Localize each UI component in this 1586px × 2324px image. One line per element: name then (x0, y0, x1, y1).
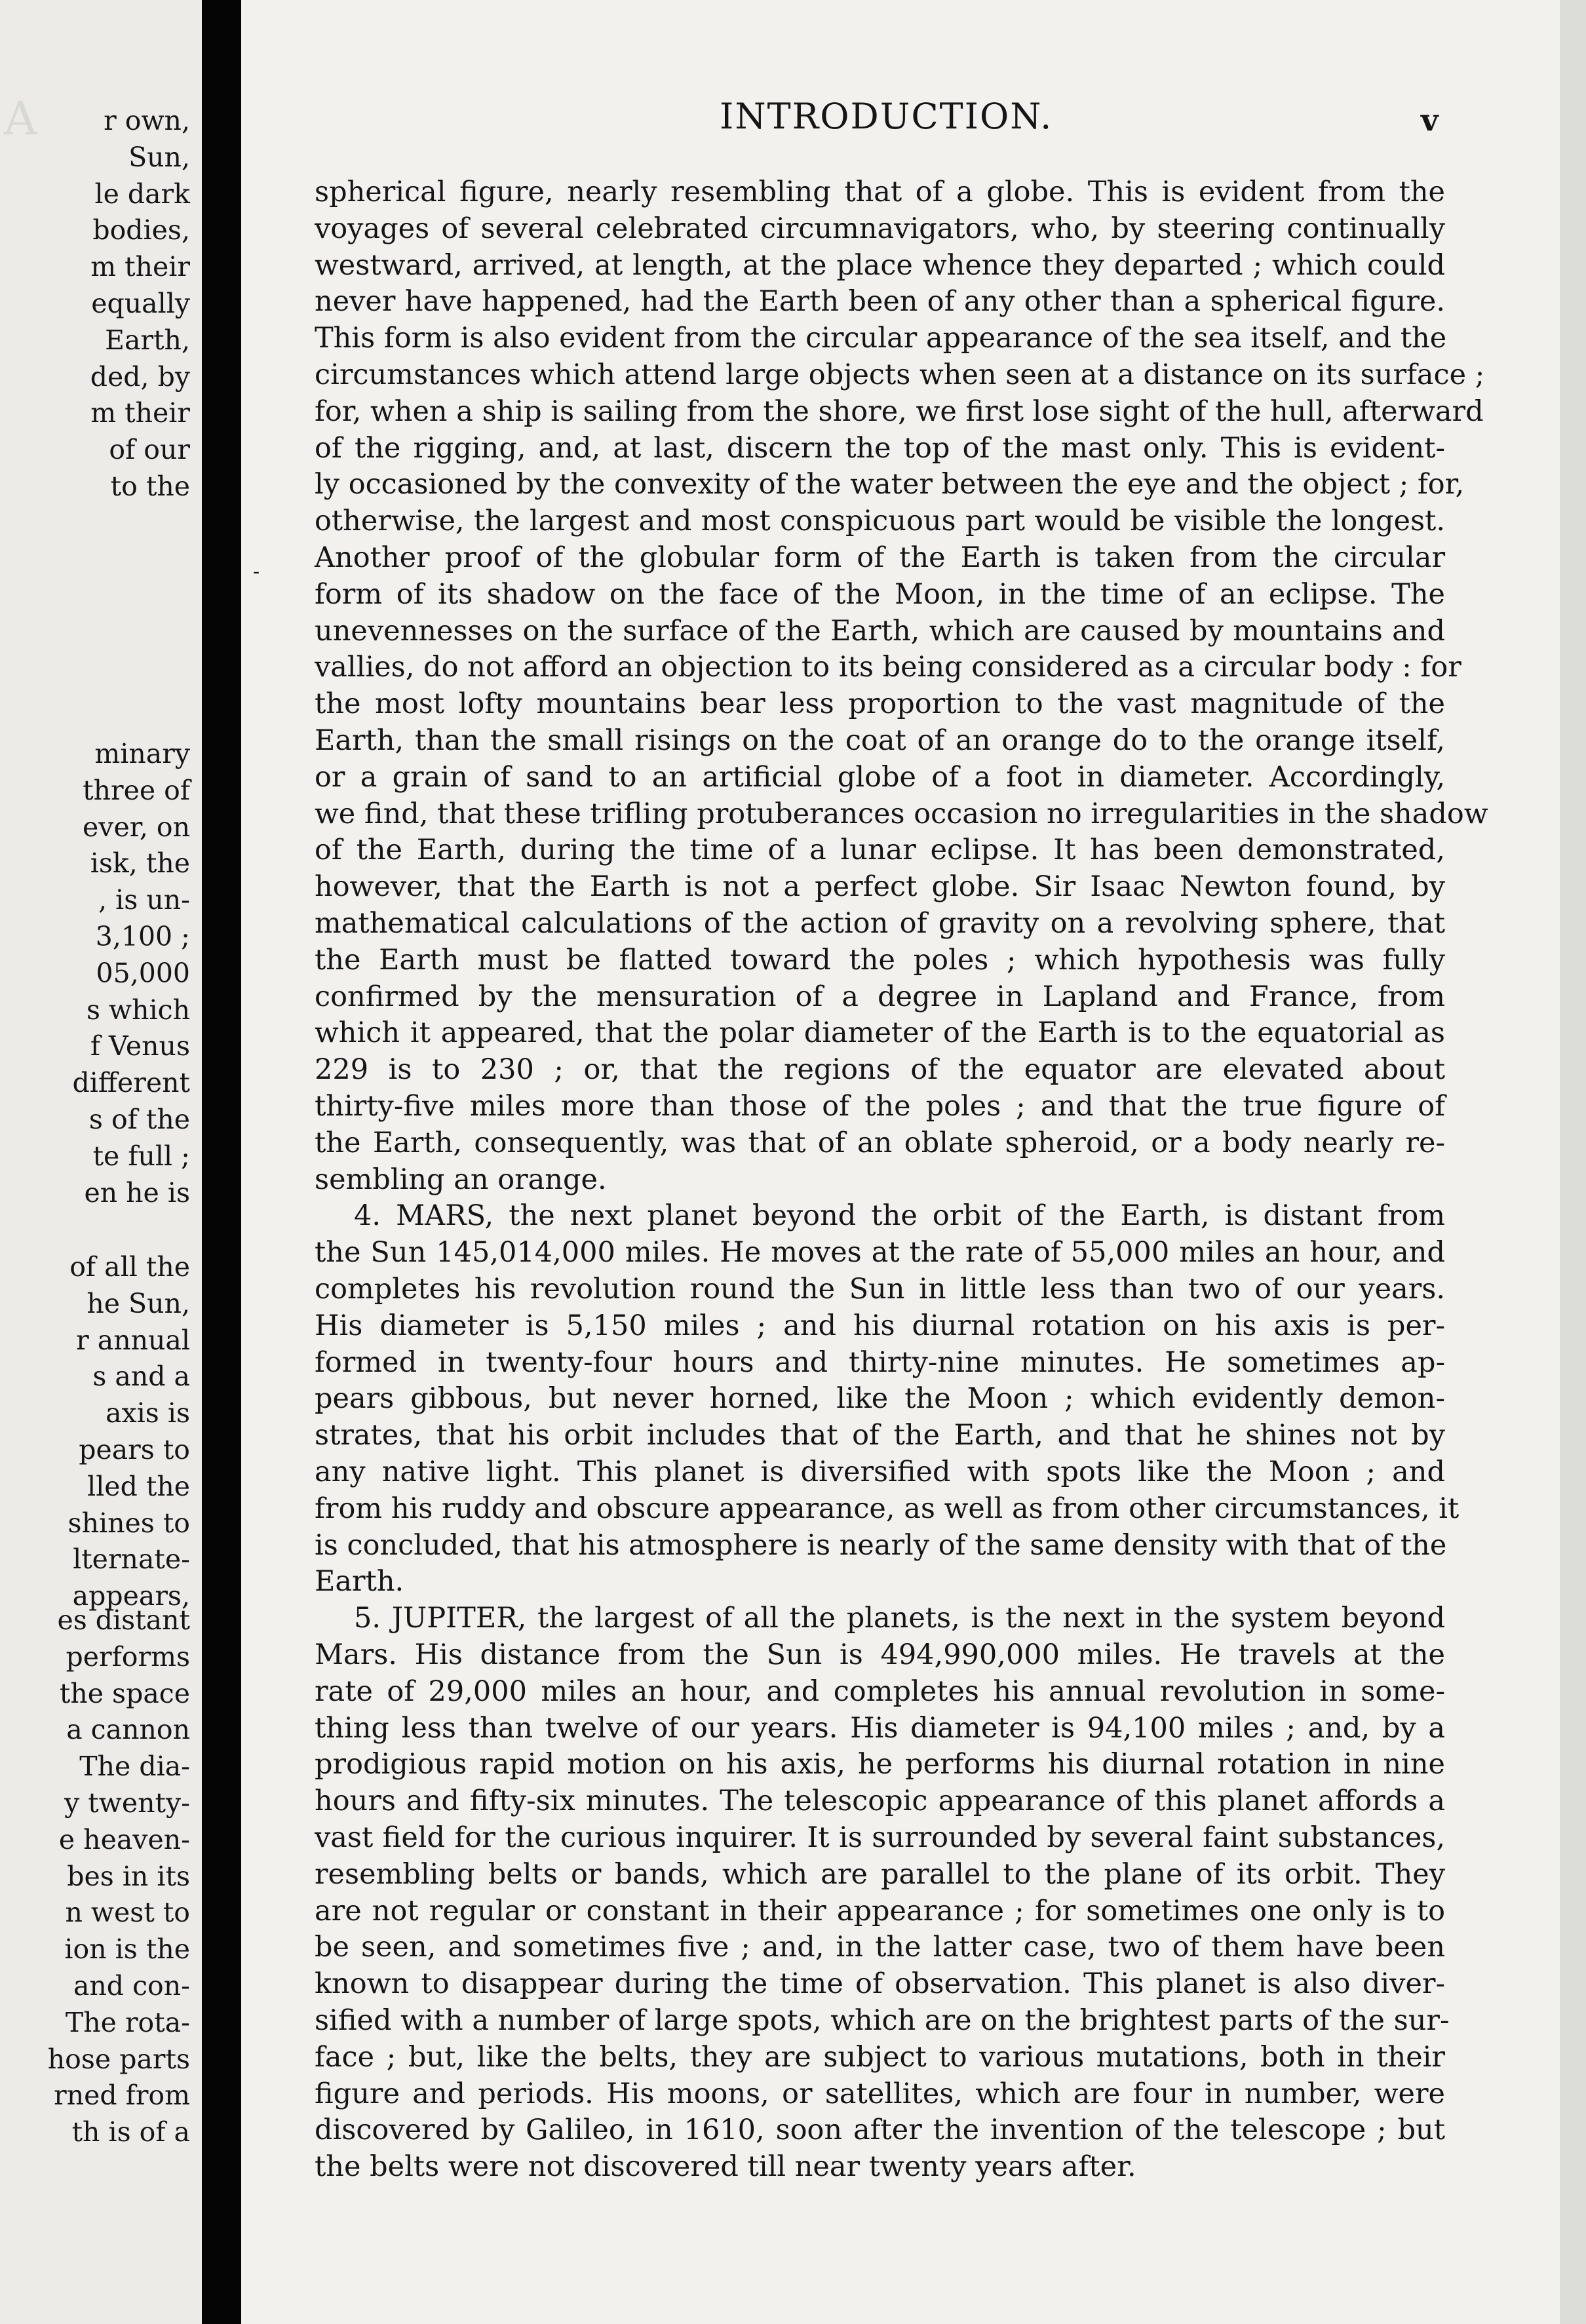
text-line: face ; but, like the belts, they are subject to various mutations, both in their (315, 2040, 1445, 2074)
previous-page-line: r annual (76, 1324, 190, 1356)
previous-page-line: The dia- (79, 1751, 190, 1783)
text-line: or a grain of sand to an artificial globe of a foot in diameter. Accordingly, (315, 760, 1445, 794)
text-line: Earth. (315, 1565, 404, 1598)
previous-page-line: le dark (94, 178, 190, 210)
text-line: are not regular or constant in their appearance ; for sometimes one only is to (315, 1894, 1445, 1927)
previous-page-line: to the (110, 471, 190, 502)
text-line: the Sun 145,014,000 miles. He moves at the rate of 55,000 miles an hour, and (315, 1236, 1445, 1269)
page-edge (1560, 0, 1586, 2324)
text-line: resembling belts or bands, which are parallel to the plane of its orbit. They (315, 1857, 1445, 1891)
previous-page-line: r own, (104, 105, 190, 136)
previous-page-line: s of the (88, 1104, 190, 1135)
text-line: circumstances which attend large objects when seen at a distance on its surface ; (315, 358, 1485, 391)
previous-page-line: and con- (73, 1970, 190, 2002)
text-line: 5. JUPITER, the largest of all the planets, is the next in the system beyond (354, 1602, 1445, 1635)
previous-page-line: m their (90, 251, 190, 283)
previous-page-line: of our (109, 434, 190, 466)
text-line: the belts were not discovered till near twenty years after. (315, 2150, 1136, 2184)
previous-page-line: three of (83, 774, 190, 806)
previous-page-line: Earth, (105, 324, 190, 356)
previous-page-line: en he is (84, 1176, 190, 1209)
previous-page-line: minary (94, 738, 190, 769)
text-line: the most lofty mountains bear less proportion to the vast magnitude of the (315, 688, 1445, 721)
text-line: mathematical calculations of the action of gravity on a revolving sphere, that (315, 907, 1445, 940)
previous-page-line: es distant (57, 1604, 190, 1636)
text-line: the Earth, consequently, was that of an oblate spheroid, or a body nearly re- (315, 1126, 1445, 1159)
book-gutter (202, 0, 241, 2324)
text-line: completes his revolution round the Sun in little less than two of our years. (315, 1273, 1445, 1306)
previous-page-line: isk, the (90, 847, 190, 880)
text-line: vast field for the curious inquirer. It is surrounded by several faint substances, (315, 1821, 1445, 1854)
previous-page-line: bodies, (92, 214, 190, 246)
previous-page-line: ever, on (83, 811, 190, 843)
text-line: prodigious rapid motion on his axis, he performs his diurnal rotation in nine (315, 1748, 1445, 1781)
book-page (241, 0, 1586, 2324)
text-line: of the rigging, and, at last, discern the top of the mast only. This is evident- (315, 431, 1445, 465)
text-line: any native light. This planet is diversified with spots like the Moon ; and (315, 1456, 1445, 1488)
previous-page-line: performs (66, 1640, 190, 1673)
previous-page-line: 05,000 (96, 957, 190, 989)
previous-page-line: he Sun, (87, 1287, 190, 1319)
previous-page-line: shines to (68, 1507, 190, 1539)
text-line: thing less than twelve of our years. His diameter is 94,100 miles ; and, by a (315, 1711, 1445, 1745)
text-line: unevennesses on the surface of the Earth, which are caused by mountains and (315, 614, 1445, 648)
faded-glyph: A (4, 92, 37, 145)
text-line: however, that the Earth is not a perfect globe. Sir Isaac Newton found, by (315, 870, 1445, 904)
previous-page-line: 3,100 ; (95, 921, 190, 952)
text-line: from his ruddy and obscure appearance, as well as from other circumstances, it (315, 1492, 1460, 1525)
previous-page-line: axis is (106, 1397, 190, 1429)
previous-page-line: th is of a (71, 2116, 190, 2148)
previous-page-line: bes in its (67, 1860, 190, 1892)
text-line: discovered by Galileo, in 1610, soon after the invention of the telescope ; but (315, 2114, 1445, 2147)
previous-page-line: pears to (79, 1434, 190, 1465)
previous-page-line: a cannon (66, 1714, 190, 1746)
previous-page-line: n west to (65, 1897, 190, 1929)
previous-page-line: ded, by (90, 360, 190, 393)
previous-page-line: The rota- (65, 2006, 190, 2038)
text-line: 229 is to 230 ; or, that the regions of the equator are elevated about (315, 1053, 1445, 1087)
text-line: formed in twenty-four hours and thirty-nine minutes. He sometimes ap- (315, 1346, 1445, 1379)
previous-page-line: hose parts (47, 2043, 190, 2075)
text-line: voyages of several celebrated circumnavigators, who, by steering continually (315, 212, 1445, 245)
previous-page-line: ion is the (64, 1933, 190, 1966)
text-line: westward, arrived, at length, at the place whence they departed ; which could (315, 248, 1445, 282)
text-line: thirty-five miles more than those of the poles ; and that the true figure of (315, 1090, 1445, 1123)
text-line: never have happened, had the Earth been of any other than a spherical figure. (315, 285, 1445, 319)
text-line: figure and periods. His moons, or satellites, which are four in number, were (315, 2077, 1445, 2110)
text-line: spherical figure, nearly resembling that of a globe. This is evident from the (315, 176, 1445, 208)
text-line: vallies, do not afford an objection to its being considered as a circular body : for (315, 651, 1461, 684)
text-line: the Earth must be flatted toward the poles ; which hypothesis was fully (315, 943, 1445, 977)
previous-page-line: , is un- (98, 884, 190, 916)
text-line: Earth, than the small risings on the coat of an orange do to the orange itself, (315, 724, 1445, 757)
text-line: for, when a ship is sailing from the shore, we first lose sight of the hull, afterward (315, 395, 1484, 428)
previous-page-line: different (72, 1067, 190, 1099)
text-line: 4. MARS, the next planet beyond the orbit of the Earth, is distant from (354, 1199, 1445, 1233)
text-line: His diameter is 5,150 miles ; and his diurnal rotation on his axis is per- (315, 1309, 1445, 1342)
previous-page-line: te full ; (92, 1140, 190, 1172)
text-line: strates, that his orbit includes that of the Earth, and that he shines not by (315, 1419, 1445, 1452)
text-line: This form is also evident from the circular appearance of the sea itself, and the (315, 322, 1447, 355)
text-line: known to disappear during the time of observation. This planet is also diver- (315, 1967, 1445, 2001)
previous-page-line: rned from (54, 2080, 190, 2112)
previous-page-line: Sun, (128, 141, 190, 173)
previous-page-line: y twenty- (64, 1787, 190, 1819)
previous-page-line: m their (90, 397, 190, 429)
text-line: sembling an orange. (315, 1163, 607, 1196)
running-head: INTRODUCTION. (720, 96, 1053, 137)
text-line: ly occasioned by the convexity of the water between the eye and the object ; for, (315, 468, 1465, 501)
margin-mark: - (253, 560, 260, 583)
page-number: v (1421, 102, 1439, 138)
text-line: Another proof of the globular form of the Earth is taken from the circular (315, 541, 1445, 574)
text-line: otherwise, the largest and most conspicuous part would be visible the longest. (315, 505, 1445, 538)
text-line: rate of 29,000 miles an hour, and completes his annual revolution in some- (315, 1675, 1445, 1708)
text-line: be seen, and sometimes five ; and, in the latter case, two of them have been (315, 1931, 1445, 1964)
previous-page-fragment (0, 0, 202, 2324)
text-line: is concluded, that his atmosphere is nearly of the same density with that of the (315, 1528, 1447, 1562)
text-line: of the Earth, during the time of a lunar eclipse. It has been demonstrated, (315, 834, 1445, 867)
previous-page-line: s which (86, 994, 190, 1026)
text-line: Mars. His distance from the Sun is 494,990,000 miles. He travels at the (315, 1638, 1445, 1671)
previous-page-line: of all the (69, 1251, 190, 1283)
text-line: confirmed by the mensuration of a degree in Lapland and France, from (315, 980, 1445, 1013)
previous-page-line: appears, (72, 1580, 190, 1612)
previous-page-line: the space (59, 1677, 190, 1709)
previous-page-line: f Venus (90, 1030, 190, 1062)
text-line: hours and fifty-six minutes. The telescopic appearance of this planet affords a (315, 1785, 1445, 1818)
text-line: which it appeared, that the polar diameter of the Earth is to the equatorial as (315, 1017, 1445, 1050)
previous-page-line: equally (91, 288, 190, 319)
previous-page-line: lled the (87, 1470, 190, 1502)
text-line: pears gibbous, but never horned, like the Moon ; which evidently demon- (315, 1382, 1445, 1416)
previous-page-line: e heaven- (58, 1823, 190, 1855)
text-line: form of its shadow on the face of the Moon, in the time of an eclipse. The (315, 577, 1445, 611)
previous-page-line: lternate- (73, 1543, 190, 1576)
previous-page-line: s and a (92, 1361, 190, 1393)
text-line: we find, that these trifling protuberances occasion no irregularities in the shadow (315, 797, 1488, 830)
text-line: sified with a number of large spots, which are on the brightest parts of the sur- (315, 2004, 1450, 2037)
